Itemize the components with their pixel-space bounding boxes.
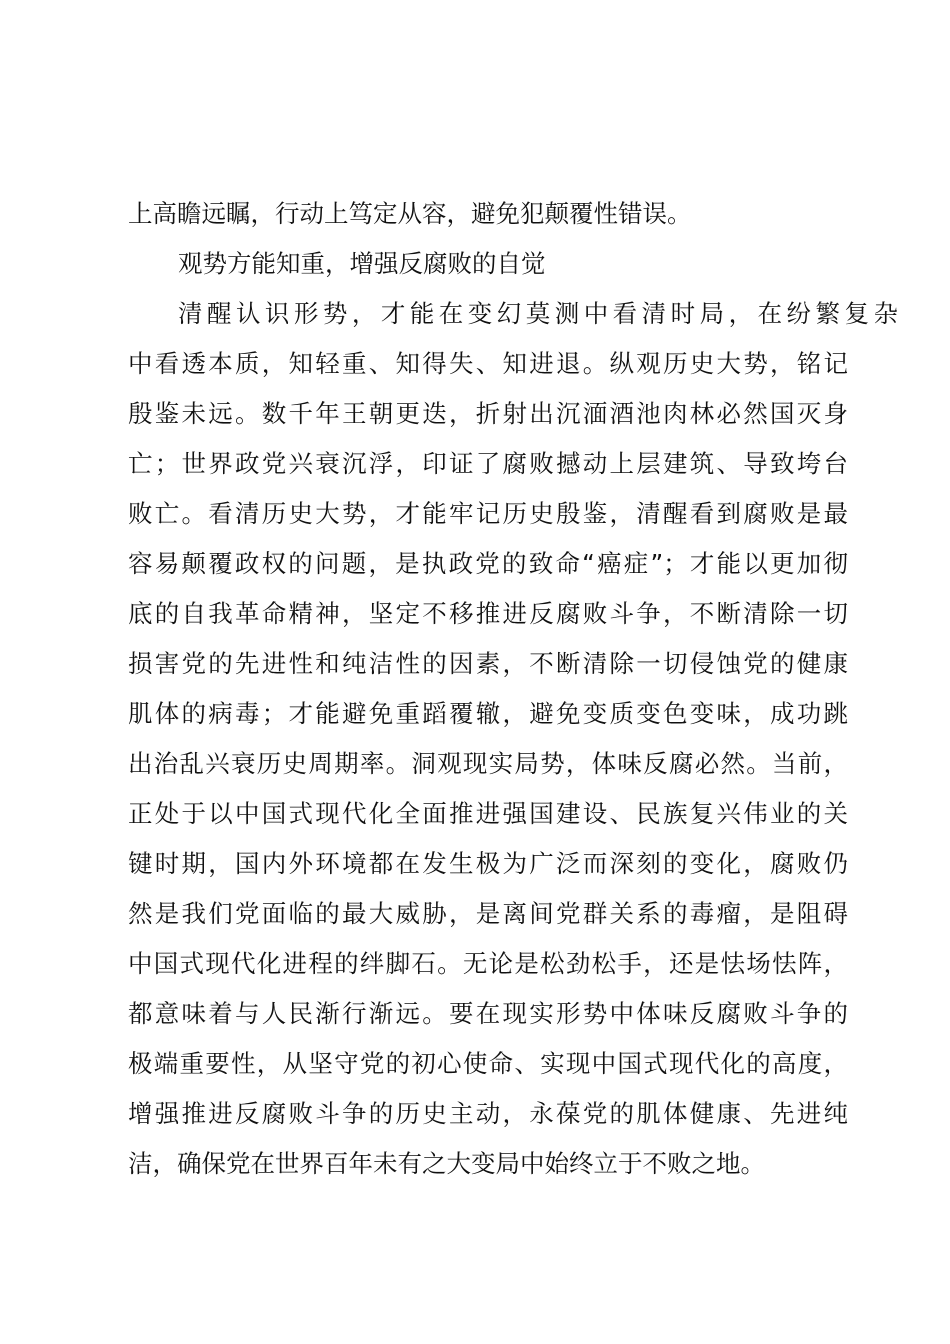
text-line: 清醒认识形势，才能在变幻莫测中看清时局，在纷繁复杂	[178, 299, 898, 328]
text-line: 中国式现代化进程的绊脚石。无论是松劲松手，还是怯场怯阵，	[128, 949, 848, 978]
text-line: 然是我们党面临的最大威胁，是离间党群关系的毒瘤，是阻碍	[128, 899, 848, 928]
text-line: 容易颠覆政权的问题，是执政党的致命“癌症”；才能以更加彻	[128, 549, 848, 578]
text-line: 肌体的病毒；才能避免重蹈覆辙，避免变质变色变味，成功跳	[128, 699, 848, 728]
text-line: 键时期，国内外环境都在发生极为广泛而深刻的变化，腐败仍	[128, 849, 848, 878]
section-heading: 观势方能知重，增强反腐败的自觉	[178, 249, 546, 278]
text-line: 洁，确保党在世界百年未有之大变局中始终立于不败之地。	[128, 1149, 765, 1178]
text-line: 中看透本质，知轻重、知得失、知进退。纵观历史大势，铭记	[128, 349, 848, 378]
text-line: 极端重要性，从坚守党的初心使命、实现中国式现代化的高度，	[128, 1049, 848, 1078]
text-line: 殷鉴未远。数千年王朝更迭，折射出沉湎酒池肉林必然国灭身	[128, 399, 848, 428]
body-text	[128, 189, 898, 1189]
text-line: 亡；世界政党兴衰沉浮，印证了腐败撼动上层建筑、导致垮台	[128, 449, 848, 478]
text-line: 底的自我革命精神，坚定不移推进反腐败斗争，不断清除一切	[128, 599, 848, 628]
text-line: 都意味着与人民渐行渐远。要在现实形势中体味反腐败斗争的	[128, 999, 848, 1028]
text-line: 损害党的先进性和纯洁性的因素，不断清除一切侵蚀党的健康	[128, 649, 848, 678]
text-line: 败亡。看清历史大势，才能牢记历史殷鉴，清醒看到腐败是最	[128, 499, 848, 528]
text-line: 正处于以中国式现代化全面推进强国建设、民族复兴伟业的关	[128, 799, 848, 828]
text-line: 增强推进反腐败斗争的历史主动，永葆党的肌体健康、先进纯	[128, 1099, 848, 1128]
text-line: 上高瞻远瞩，行动上笃定从容，避免犯颠覆性错误。	[128, 199, 692, 228]
text-line: 出治乱兴衰历史周期率。洞观现实局势，体味反腐必然。当前，	[128, 749, 848, 778]
